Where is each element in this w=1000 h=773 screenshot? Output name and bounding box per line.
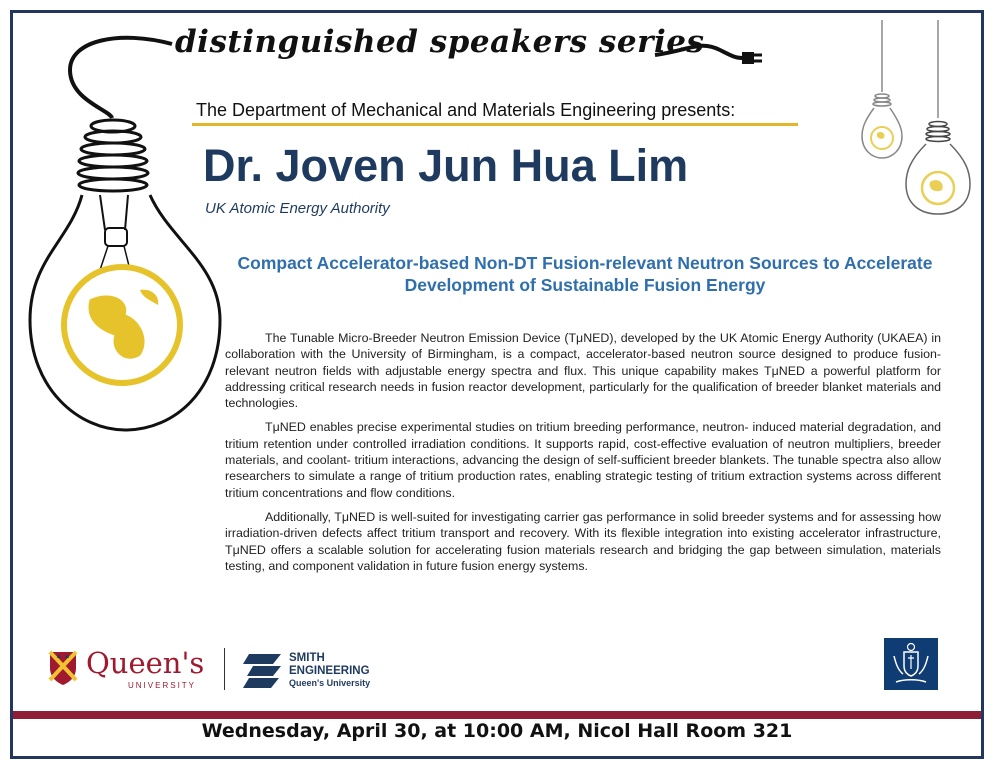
queens-subtitle: UNIVERSITY [128,681,197,690]
queens-university-logo [48,648,213,693]
talk-title: Compact Accelerator-based Non-DT Fusion-relevant Neutron Sources to Accelerate Development of Sustainable Fusion Energy [237,253,933,295]
queens-wordmark: Queen's [86,646,205,680]
footer-bar [13,711,981,719]
smith-wordmark [289,652,370,678]
smith-mark-icon [243,650,283,690]
smith-engineering-logo [243,648,403,693]
smith-wordmark-line: ENGINEERING [289,665,370,677]
department-line: The Department of Mechanical and Materials Engineering presents: [196,100,736,120]
abstract-paragraph: Additionally, TμNED is well-suited for investigating carrier gas performance in solid breeder systems and for assessing how irradiation-driven defects affect tritium transport and recovery. With its flexible integration into existing accelerator infrastructure, TμNED offers a scalable solution for accelerating fusion materials research and bridging the gap between simulation, materials testing, and component validation in future fusion energy systems. [225,509,941,573]
queens-crest-icon [48,650,78,686]
series-title: distinguished speakers series [175,24,705,60]
speaker-name: Dr. Joven Jun Hua Lim [203,140,689,191]
speaker-affiliation: UK Atomic Energy Authority [205,200,390,217]
abstract-paragraph: The Tunable Micro-Breeder Neutron Emission Device (TμNED), developed by the UK Atomic Energy Authority (UKAEA) in collaboration with the University of Birmingham, is a compact, accelerator-based neutron source designed to produce fusion-relevant neutron fields with adjustable energy spectra and flux. This unique capability makes TμNED a powerful platform for addressing critical research needs in fusion reactor development, particularly for the qualification of breeder blanket materials and technologies. [225,331,941,411]
gold-divider [192,123,798,126]
crest-icon [884,638,938,690]
ukaea-crest-logo [884,638,938,690]
event-details: Wednesday, April 30, at 10:00 AM, Nicol Hall Room 321 [201,720,793,742]
hanging-bulbs-icon [850,0,970,240]
smith-subtitle: Queen's University [289,678,371,688]
abstract-paragraph: TμNED enables precise experimental studies on tritium breeding performance, neutron- induced material degradation, and tritium retention under controlled irradiation conditions. It supports rapid, cost-effective evaluation of neutron multipliers, breeder materials, and coolant- tritium interactions, advancing the design of self-sufficient breeder blankets. The tunable spectra also allow researchers to simulate a range of tritium production rates, enabling strategic testing of tritium extraction systems across different tritium concentrations and flow conditions. [225,420,941,500]
abstract [225,330,941,582]
logo-divider [224,648,225,690]
smith-wordmark-line: SMITH [289,652,325,664]
